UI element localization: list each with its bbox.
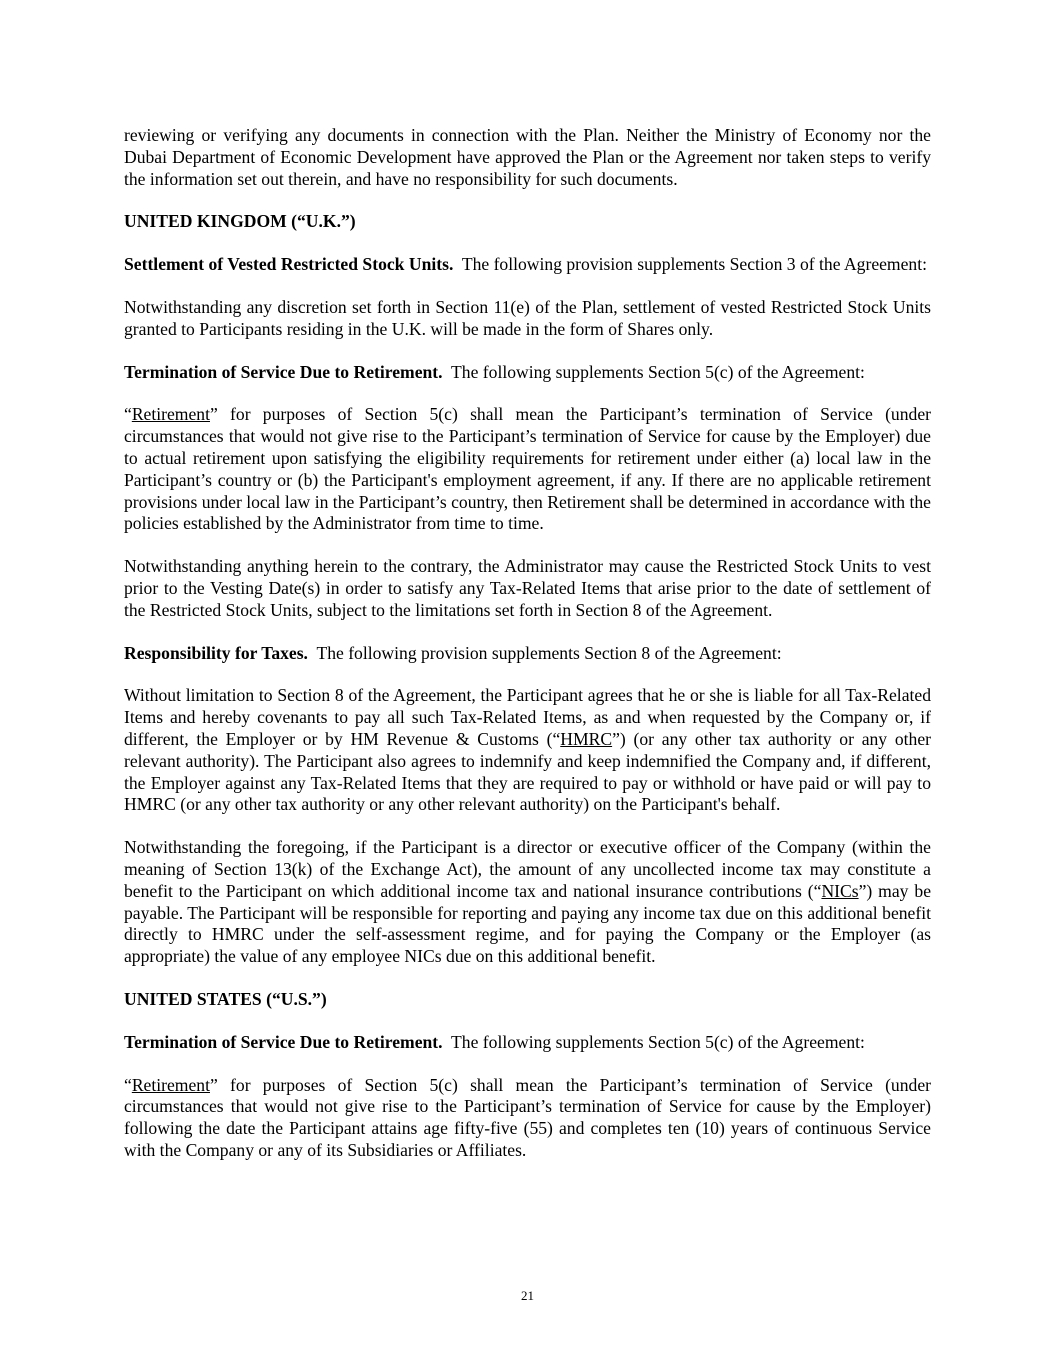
us-retirement-definition [124,1075,931,1162]
uk-retirement-intro: The following supplements Section 5(c) of the Agreement: [442,361,865,382]
uk-heading: UNITED KINGDOM (“U.K.”) [124,211,356,232]
us-retirement-title: Termination of Service Due to Retirement. [124,1031,443,1052]
uk-retirement-title: Termination of Service Due to Retirement. [124,361,443,382]
us-retirement-term: Retirement [131,1074,210,1095]
uk-taxes-body2-a: Notwithstanding the foregoing, if the Participant is a director or executive officer of the Company (within the meaning of Section 13(k) of the Exchange Act), the amount of any uncollected income tax may constitute a benefit to the Participant on which additional income tax and national insurance contributions (“ [124,837,931,901]
us-retirement-open-quote: “ [124,1074,132,1095]
uk-settlement-intro: The following provision supplements Section 3 of the Agreement: [453,254,928,275]
document-page [124,125,931,1183]
uk-taxes-paragraph [124,643,931,665]
uk-settlement-body: Notwithstanding any discretion set forth in Section 11(e) of the Plan, settlement of vested Restricted Stock Units granted to Participants residing in the U.K. will be made in the form of Shares only. [124,296,931,339]
uk-settlement-paragraph [124,254,931,276]
uk-retirement-term: Retirement [131,404,210,425]
uk-taxes-intro: The following provision supplements Section 8 of the Agreement: [307,642,782,663]
uk-retirement-open-quote: “ [124,404,132,425]
uk-taxes-body-b: ”) (or any other tax authority or any other relevant authority). The Participant also agrees to indemnify and keep indemnified the Company and, if different, the Employer against any Tax-Related Items that they are required to pay or withhold or have paid or will pay to HMRC (or any other tax authority or any other relevant authority) on the Participant's behalf. [124,728,931,815]
uk-retirement-paragraph [124,362,931,384]
uk-retirement-body2: Notwithstanding anything herein to the contrary, the Administrator may cause the Restricted Stock Units to vest prior to the Vesting Date(s) in order to satisfy any Tax-Related Items that arise prior to the date of settlement of the Restricted Stock Units, subject to the limitations set forth in Section 8 of the Agreement. [124,556,931,620]
us-retirement-intro: The following supplements Section 5(c) of the Agreement: [442,1031,865,1052]
uk-taxes-title: Responsibility for Taxes. [124,642,308,663]
uk-taxes-body2 [124,837,931,968]
uk-taxes-term-nics: NICs [821,880,859,901]
uk-taxes-body [124,685,931,816]
page-number: 21 [521,1288,534,1303]
uk-taxes-body2-b: ”) may be payable. The Participant will be responsible for reporting and paying any income tax due on this additional benefit directly to HMRC under the self-assessment regime, and for paying the Company or the Employer (as appropriate) the value of any employee NICs due on this additional benefit. [124,880,931,967]
us-heading: UNITED STATES (“U.S.”) [124,988,327,1009]
uk-taxes-term-hmrc: HMRC [560,728,613,749]
uk-retirement-body: ” for purposes of Section 5(c) shall mean the Participant’s termination of Service (under circumstances that would not give rise to the Participant’s termination of Service for cause by the Employer) due to actual retirement upon satisfying the eligibility requirements for retirement under either (a) local law in the Participant’s country or (b) the Participant's employment agreement, if any. If there are no applicable retirement provisions under local law in the Participant’s country, then Retirement shall be determined in accordance with the policies established by the Administrator from time to time. [124,404,931,534]
uk-taxes-body-a: Without limitation to Section 8 of the Agreement, the Participant agrees that he or she is liable for all Tax-Related Items and hereby covenants to pay all such Tax-Related Items, as and when requested by the Company or, if different, the Employer or by HM Revenue & Customs (“ [124,685,931,749]
us-retirement-body: ” for purposes of Section 5(c) shall mean the Participant’s termination of Service (under circumstances that would not give rise to the Participant’s termination of Service for cause by the Employer) following the date the Participant attains age fifty-five (55) and completes ten (10) years of continuous Service with the Company or any of its Subsidiaries or Affiliates. [124,1074,931,1160]
uk-settlement-title: Settlement of Vested Restricted Stock Units. [124,254,454,275]
us-retirement-paragraph [124,1032,931,1054]
uk-retirement-definition [124,404,931,535]
intro-paragraph: reviewing or verifying any documents in connection with the Plan. Neither the Ministry of Economy nor the Dubai Department of Economic Development have approved the Plan or the Agreement nor taken steps to verify the information set out therein, and have no responsibility for such documents. [124,125,931,189]
